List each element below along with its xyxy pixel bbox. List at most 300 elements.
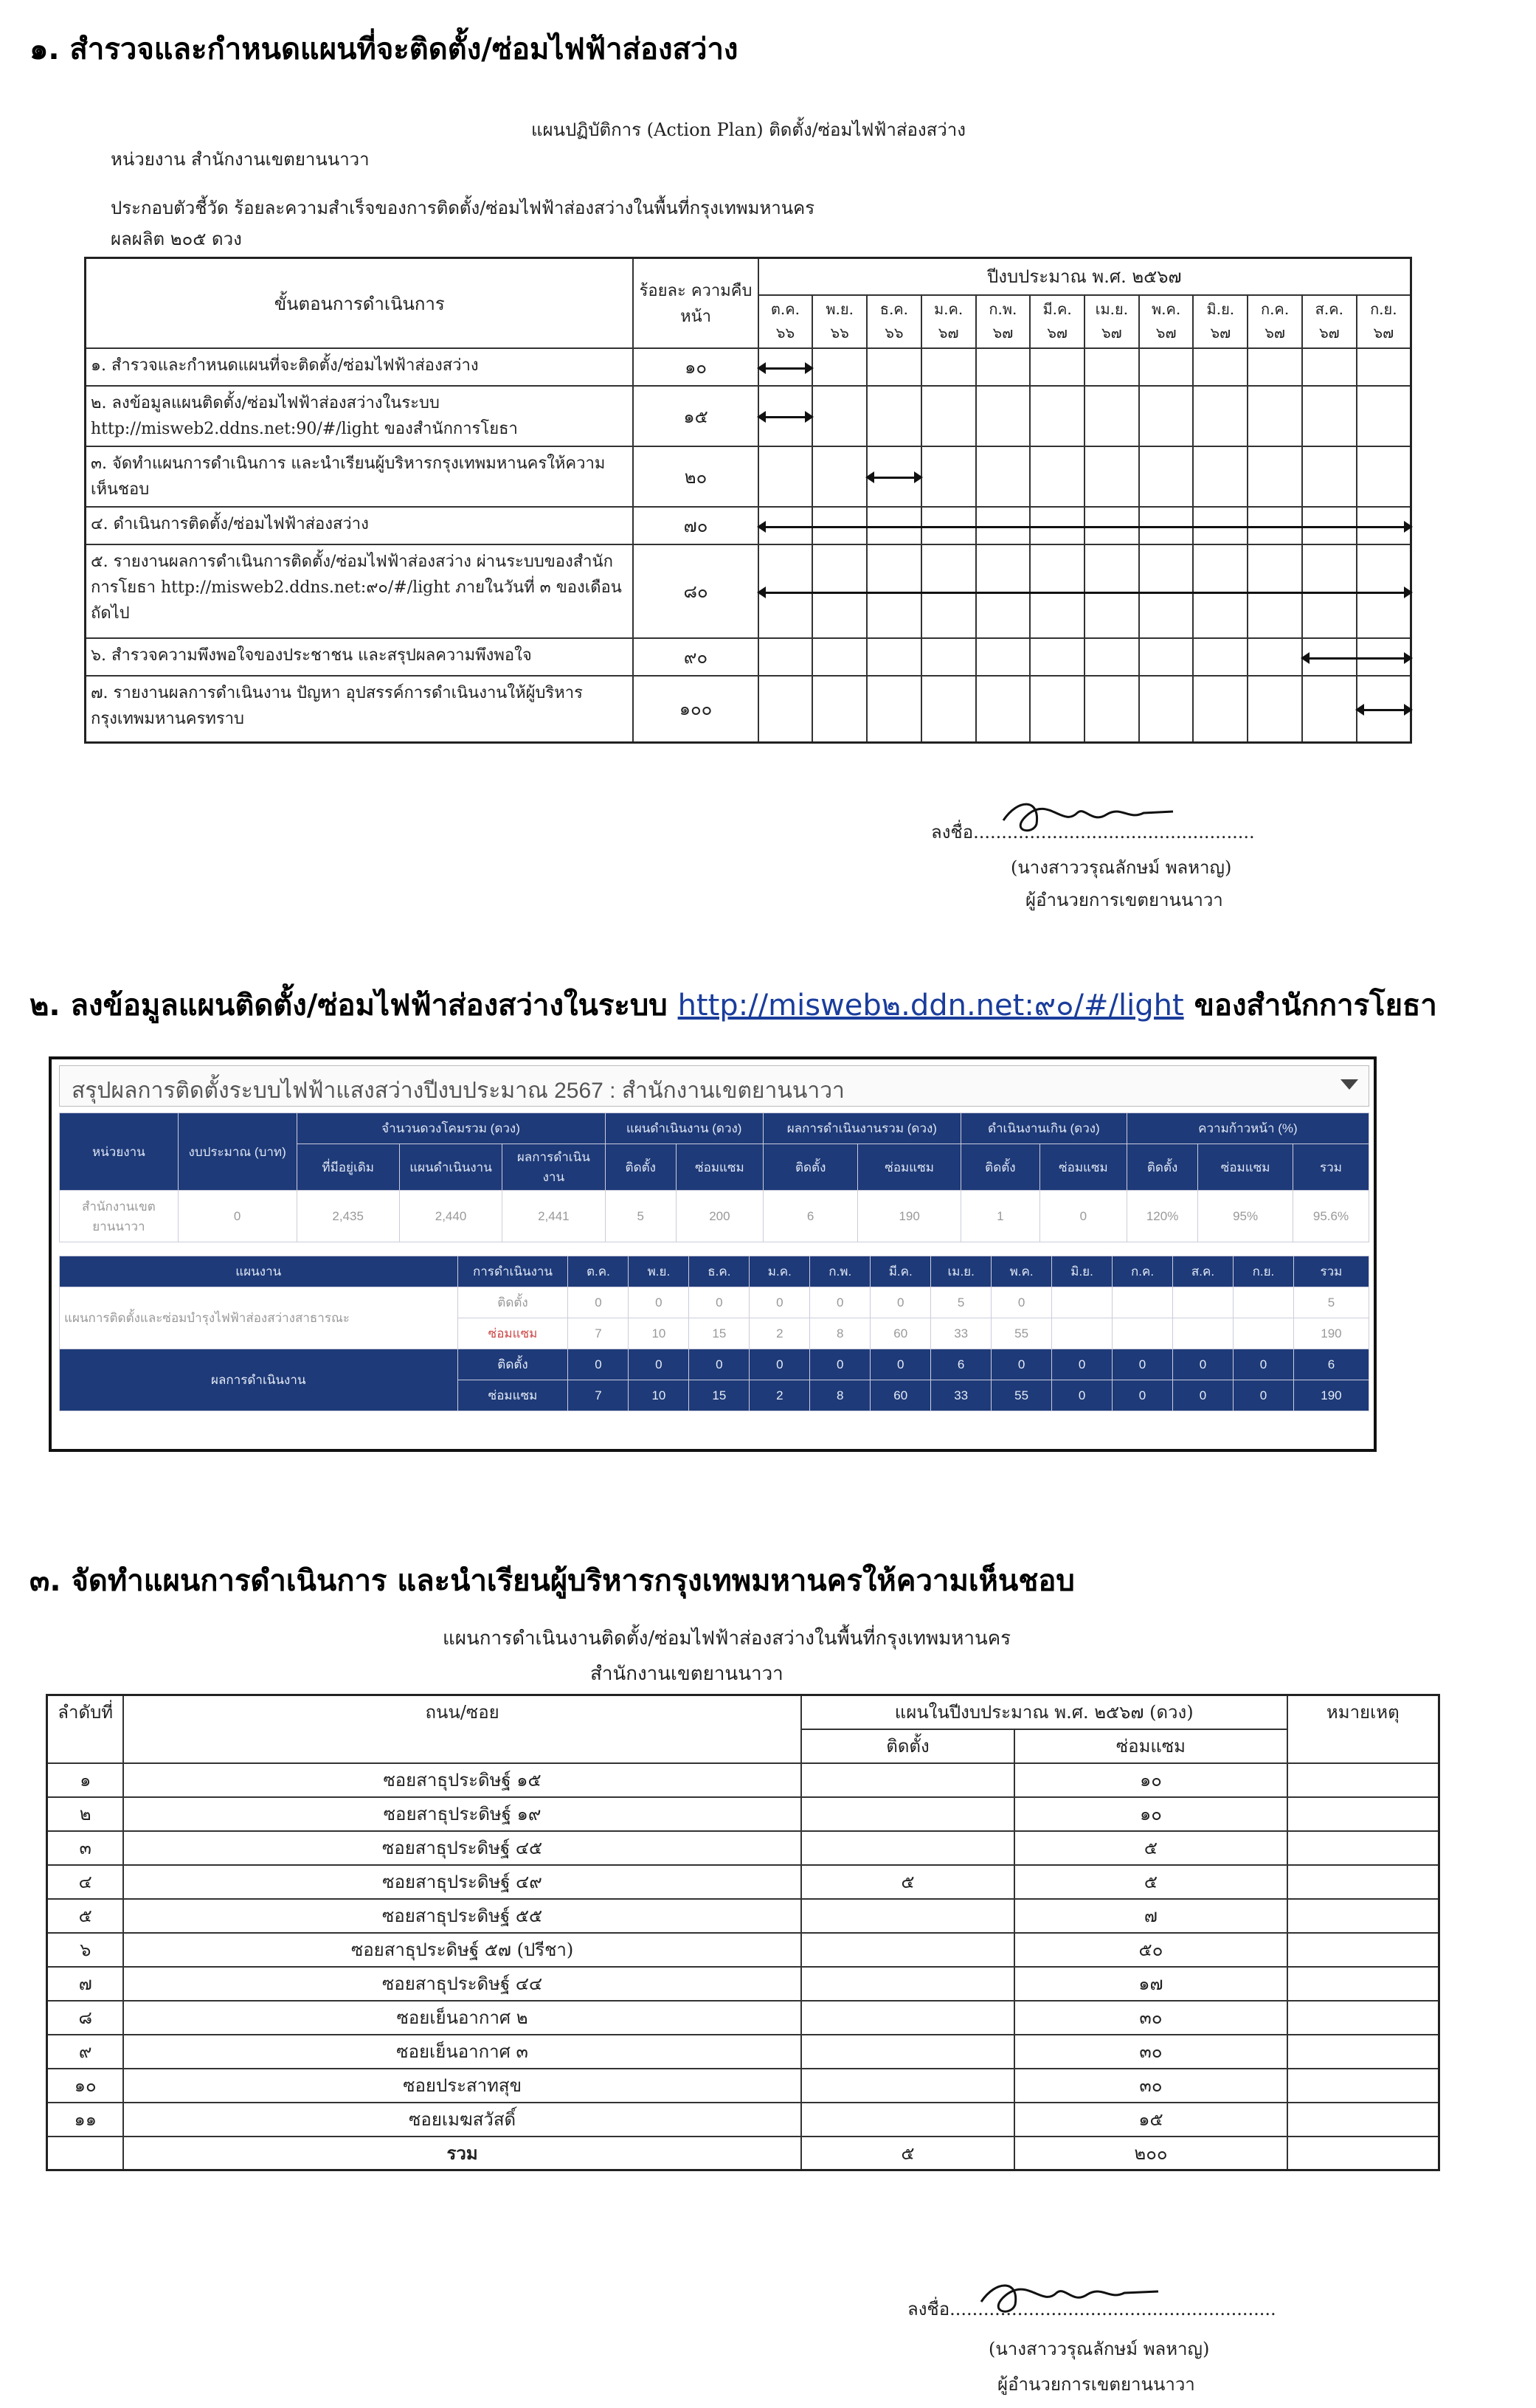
road-note — [1287, 1967, 1439, 2001]
road-name: ซอยสาธุประดิษฐ์ ๔๔ — [123, 1967, 800, 2001]
step-text: ๗. รายงานผลการดำเนินงาน ปัญหา อุปสรรค์การดำเนินงานให้ผู้บริหารกรุงเทพมหานครทราบ — [86, 676, 634, 743]
dashboard-title: สรุปผลการติดตั้งระบบไฟฟ้าแสงสว่างปีงบประมาณ 2567 : สำนักงานเขตยานนาวา — [72, 1079, 845, 1103]
timeline-arrow — [763, 526, 1407, 528]
timeline-cell — [921, 676, 976, 743]
result-cell: 190 — [1293, 1380, 1369, 1411]
plan-cell: 60 — [871, 1318, 931, 1349]
plan3-subtitle1: แผนการดำเนินงานติดตั้ง/ซ่อมไฟฟ้าส่องสว่างในพื้นที่กรุงเทพมหานคร — [443, 1627, 1011, 1650]
road-repair: ๓๐ — [1014, 2001, 1287, 2035]
timeline-cell — [1302, 386, 1357, 446]
dashboard-panel — [49, 1056, 1377, 1452]
plan-cell: 2 — [750, 1318, 810, 1349]
summary-table — [59, 1113, 1369, 1242]
timeline-cell — [1139, 386, 1194, 446]
plan-cell: ซ่อมแซม — [457, 1318, 568, 1349]
step-text: ๑. สำรวจและกำหนดแผนที่จะติดตั้ง/ซ่อมไฟฟ้าส่องสว่าง — [86, 348, 634, 385]
timeline-arrow — [763, 416, 809, 418]
result-cell: 0 — [1173, 1349, 1234, 1380]
timeline-cell — [1302, 348, 1357, 385]
month-header: พ.ค. ๖๗ — [1139, 295, 1194, 348]
section1-signer-position: ผู้อำนวยการเขตยานนาวา — [1025, 890, 1223, 910]
timeline-cell — [1084, 638, 1139, 675]
month-header: ธ.ค. ๖๖ — [867, 295, 921, 348]
summary-col-progress: ความก้าวหน้า (%) — [1127, 1113, 1369, 1144]
timeline-cell — [1248, 446, 1302, 507]
road-name: ซอยสาธุประดิษฐ์ ๔๕ — [123, 1831, 800, 1865]
plan-cell: 190 — [1293, 1318, 1369, 1349]
road-note — [1287, 1831, 1439, 1865]
month-header: ก.ค. ๖๗ — [1248, 295, 1302, 348]
timeline-cell — [976, 446, 1031, 507]
summary-subheader: รวม — [1293, 1144, 1369, 1191]
road-no: ๗ — [47, 1967, 124, 2001]
summary-cell: 200 — [676, 1191, 763, 1242]
col-pct-header: ร้อยละ ความคืบหน้า — [633, 258, 758, 349]
timeline-cell — [867, 676, 921, 743]
plan-cell: 15 — [689, 1318, 750, 1349]
col-plan-header: แผนในปีงบประมาณ พ.ศ. ๒๕๖๗ (ดวง) — [801, 1695, 1287, 1729]
summary-subheader: ติดตั้ง — [763, 1144, 858, 1191]
section3-signer-name: (นางสาววรุณลักษม์ พลหาญ) — [989, 2339, 1210, 2359]
timeline-cell — [1302, 676, 1357, 743]
road-name: ซอยสาธุประดิษฐ์ ๑๙ — [123, 1797, 800, 1831]
result-cell: 0 — [750, 1349, 810, 1380]
timeline-cell — [1030, 446, 1084, 507]
result-cell: 10 — [629, 1380, 689, 1411]
step-pct: ๘๐ — [633, 544, 758, 639]
timeline-cell — [1084, 348, 1139, 385]
result-cell: 8 — [810, 1380, 871, 1411]
timeline-cell — [1193, 386, 1248, 446]
road-no: ๕ — [47, 1899, 124, 1933]
road-install — [801, 1831, 1014, 1865]
road-install — [801, 2069, 1014, 2103]
timeline-cell — [812, 676, 867, 743]
summary-col-exceed: ดำเนินงานเกิน (ดวง) — [961, 1113, 1127, 1144]
plan-cell: 33 — [931, 1318, 992, 1349]
plan-header-cell: ต.ค. — [568, 1256, 629, 1287]
road-name: ซอยสาธุประดิษฐ์ ๕๗ (ปรีชา) — [123, 1933, 800, 1967]
plan-header-cell: เม.ย. — [931, 1256, 992, 1287]
timeline-cell — [1193, 638, 1248, 675]
col-note-header: หมายเหตุ — [1287, 1695, 1439, 1763]
plan-cell: 0 — [629, 1287, 689, 1318]
total-label: รวม — [123, 2137, 800, 2170]
result-cell: ติดตั้ง — [457, 1349, 568, 1380]
timeline-cell — [976, 386, 1031, 446]
summary-cell: 2,441 — [502, 1191, 605, 1242]
month-header: ต.ค. ๖๖ — [758, 295, 813, 348]
road-install: ๕ — [801, 1865, 1014, 1899]
plan-header-cell: ก.ย. — [1233, 1256, 1293, 1287]
plan-cell — [1113, 1318, 1173, 1349]
road-row — [47, 1899, 1439, 1933]
plan-cell: 5 — [1293, 1287, 1369, 1318]
month-header: ก.ย. ๖๗ — [1357, 295, 1411, 348]
road-no: ๙ — [47, 2035, 124, 2069]
timeline-cell — [1248, 348, 1302, 385]
result-cell: 33 — [931, 1380, 992, 1411]
month-header: เม.ย. ๖๗ — [1084, 295, 1139, 348]
action-plan-table — [84, 257, 1412, 744]
result-cell: 0 — [1233, 1380, 1293, 1411]
col-no-header: ลำดับที่ — [47, 1695, 124, 1763]
col-road-header: ถนน/ซอย — [123, 1695, 800, 1763]
road-note — [1287, 1865, 1439, 1899]
road-name: ซอยเย็นอากาศ ๒ — [123, 2001, 800, 2035]
plan-header-cell: แผนงาน — [60, 1256, 458, 1287]
plan-cell: 10 — [629, 1318, 689, 1349]
timeline-cell — [867, 638, 921, 675]
result-label: ผลการดำเนินงาน — [60, 1349, 458, 1411]
month-header: มี.ค. ๖๗ — [1030, 295, 1084, 348]
road-install — [801, 1899, 1014, 1933]
timeline-cell — [1139, 446, 1194, 507]
timeline-arrow — [763, 592, 1407, 594]
plan-cell — [1173, 1287, 1234, 1318]
summary-subheader: ซ่อมแซม — [858, 1144, 961, 1191]
road-repair: ๑๐ — [1014, 1797, 1287, 1831]
road-note — [1287, 2103, 1439, 2137]
road-no: ๒ — [47, 1797, 124, 1831]
summary-cell: 0 — [178, 1191, 297, 1242]
total-repair: ๒๐๐ — [1014, 2137, 1287, 2170]
dashboard-header[interactable] — [59, 1065, 1369, 1107]
road-repair: ๕๐ — [1014, 1933, 1287, 1967]
road-no: ๓ — [47, 1831, 124, 1865]
result-cell: 55 — [992, 1380, 1052, 1411]
road-plan-table — [46, 1694, 1440, 2171]
step-text: ๕. รายงานผลการดำเนินการติดตั้ง/ซ่อมไฟฟ้าส่องสว่าง ผ่านระบบของสำนักการโยธา http://misweb2.ddns.net:๙๐/#/light ภายในวันที่ ๓ ของเดือนถัดไป — [86, 544, 634, 639]
result-cell: 0 — [871, 1349, 931, 1380]
road-repair: ๕ — [1014, 1831, 1287, 1865]
signature-mark-2 — [974, 2271, 1173, 2322]
road-name: ซอยเมฆสวัสดิ์ — [123, 2103, 800, 2137]
road-name: ซอยสาธุประดิษฐ์ ๔๙ — [123, 1865, 800, 1899]
step-row — [86, 446, 1411, 507]
month-header: มิ.ย. ๖๗ — [1193, 295, 1248, 348]
timeline-arrow — [1307, 657, 1407, 660]
summary-col-result: ผลการดำเนินงานรวม (ดวง) — [763, 1113, 961, 1144]
result-cell: 0 — [1233, 1349, 1293, 1380]
plan-cell: 55 — [992, 1318, 1052, 1349]
timeline-cell — [1302, 446, 1357, 507]
road-install — [801, 1933, 1014, 1967]
section1-heading: ๑. สำรวจและกำหนดแผนที่จะติดตั้ง/ซ่อมไฟฟ้าส่องสว่าง — [30, 32, 738, 66]
timeline-cell — [758, 446, 813, 507]
plan-cell — [1113, 1287, 1173, 1318]
plan-header-cell: ก.พ. — [810, 1256, 871, 1287]
summary-subheader: ผลการดำเนินงาน — [502, 1144, 605, 1191]
signature-mark-1 — [996, 791, 1188, 843]
chevron-down-icon[interactable] — [1340, 1079, 1358, 1090]
result-cell: 0 — [810, 1349, 871, 1380]
step-row — [86, 348, 1411, 385]
result-cell: 0 — [992, 1349, 1052, 1380]
timeline-cell — [1357, 348, 1411, 385]
timeline-cell — [1193, 446, 1248, 507]
timeline-cell — [812, 446, 867, 507]
step-row — [86, 638, 1411, 675]
step-pct: ๑๐ — [633, 348, 758, 385]
step-row — [86, 676, 1411, 743]
timeline-cell — [812, 386, 867, 446]
summary-col-lamps: จำนวนดวงโคมรวม (ดวง) — [297, 1113, 605, 1144]
plan1-title: แผนปฏิบัติการ (Action Plan) ติดตั้ง/ซ่อมไฟฟ้าส่องสว่าง — [531, 120, 966, 140]
plan-cell — [1233, 1287, 1293, 1318]
timeline-cell — [1139, 676, 1194, 743]
road-row — [47, 2103, 1439, 2137]
result-cell: 0 — [568, 1349, 629, 1380]
plan-header-cell: ธ.ค. — [689, 1256, 750, 1287]
road-no: ๘ — [47, 2001, 124, 2035]
timeline-cell — [1030, 348, 1084, 385]
result-cell: 2 — [750, 1380, 810, 1411]
road-note — [1287, 1763, 1439, 1797]
road-row — [47, 1797, 1439, 1831]
summary-subheader: ติดตั้ง — [961, 1144, 1039, 1191]
road-name: ซอยเย็นอากาศ ๓ — [123, 2035, 800, 2069]
plan-header-cell: ก.ค. — [1113, 1256, 1173, 1287]
plan-cell: 7 — [568, 1318, 629, 1349]
plan-cell — [1173, 1318, 1234, 1349]
timeline-cell — [812, 638, 867, 675]
road-repair: ๓๐ — [1014, 2035, 1287, 2069]
section3-heading: ๓. จัดทำแผนการดำเนินการ และนำเรียนผู้บริหารกรุงเทพมหานครให้ความเห็นชอบ — [30, 1564, 1075, 1598]
road-note — [1287, 1933, 1439, 1967]
section2-heading: ๒. ลงข้อมูลแผนติดตั้ง/ซ่อมไฟฟ้าส่องสว่างในระบบ http://misweb๒.ddn.net:๙๐/#/light ของสำนักการโยธา — [30, 989, 1437, 1023]
road-row — [47, 2069, 1439, 2103]
road-row — [47, 2035, 1439, 2069]
summary-cell: 95.6% — [1293, 1191, 1369, 1242]
plan-header-cell: มี.ค. — [871, 1256, 931, 1287]
result-cell: 0 — [1173, 1380, 1234, 1411]
road-repair: ๑๗ — [1014, 1967, 1287, 2001]
timeline-cell — [1030, 676, 1084, 743]
road-note — [1287, 1797, 1439, 1831]
summary-subheader: ติดตั้ง — [1127, 1144, 1197, 1191]
road-repair: ๓๐ — [1014, 2069, 1287, 2103]
result-cell: 7 — [568, 1380, 629, 1411]
timeline-cell — [1193, 676, 1248, 743]
step-pct: ๗๐ — [633, 507, 758, 544]
timeline-cell — [976, 348, 1031, 385]
road-install — [801, 1797, 1014, 1831]
plan-cell — [1052, 1287, 1113, 1318]
step-pct: ๑๐๐ — [633, 676, 758, 743]
summary-cell: 2,435 — [297, 1191, 399, 1242]
section1-signer-name: (นางสาววรุณลักษม์ พลหาญ) — [1011, 857, 1232, 878]
plan-cell: 0 — [750, 1287, 810, 1318]
road-repair: ๕ — [1014, 1865, 1287, 1899]
plan-cell: 0 — [992, 1287, 1052, 1318]
result-cell: 0 — [629, 1349, 689, 1380]
timeline-cell — [1357, 386, 1411, 446]
plan3-subtitle2: สำนักงานเขตยานนาวา — [590, 1663, 783, 1685]
plan-cell — [1052, 1318, 1113, 1349]
plan1-output: ผลผลิต ๒๐๕ ดวง — [111, 229, 242, 249]
summary-subheader: ติดตั้ง — [605, 1144, 676, 1191]
summary-subheader: ซ่อมแซม — [1039, 1144, 1127, 1191]
road-row — [47, 1933, 1439, 1967]
result-cell: 0 — [1113, 1349, 1173, 1380]
col-steps-header: ขั้นตอนการดำเนินการ — [86, 258, 634, 349]
timeline-arrow — [871, 477, 917, 479]
result-cell: 0 — [1052, 1380, 1113, 1411]
plan-row — [60, 1287, 1369, 1318]
road-no: ๑๑ — [47, 2103, 124, 2137]
road-row — [47, 1763, 1439, 1797]
summary-subheader: ซ่อมแซม — [676, 1144, 763, 1191]
summary-cell: 0 — [1039, 1191, 1127, 1242]
plan-cell: ติดตั้ง — [457, 1287, 568, 1318]
summary-col-budget: งบประมาณ (บาท) — [178, 1113, 297, 1191]
summary-col-plan: แผนดำเนินงาน (ดวง) — [605, 1113, 763, 1144]
summary-cell: 120% — [1127, 1191, 1197, 1242]
result-row — [60, 1349, 1369, 1380]
timeline-cell — [1193, 348, 1248, 385]
road-repair: ๑๕ — [1014, 2103, 1287, 2137]
section1-sign-label: ลงชื่อ.................................................. — [931, 822, 1255, 843]
result-cell: 15 — [689, 1380, 750, 1411]
summary-subheader: ซ่อมแซม — [1198, 1144, 1293, 1191]
timeline-cell — [867, 386, 921, 446]
summary-cell: 1 — [961, 1191, 1039, 1242]
road-note — [1287, 2035, 1439, 2069]
summary-col-unit: หน่วยงาน — [60, 1113, 179, 1191]
timeline-cell — [1248, 676, 1302, 743]
road-install — [801, 2001, 1014, 2035]
month-header: ก.พ. ๖๗ — [976, 295, 1031, 348]
col-repair-header: ซ่อมแซม — [1014, 1729, 1287, 1763]
timeline-cell — [812, 348, 867, 385]
road-name: ซอยสาธุประดิษฐ์ ๕๕ — [123, 1899, 800, 1933]
timeline-cell — [1084, 446, 1139, 507]
road-note — [1287, 1899, 1439, 1933]
timeline-cell — [1357, 446, 1411, 507]
step-text: ๖. สำรวจความพึงพอใจของประชาชน และสรุปผลความพึงพอใจ — [86, 638, 634, 675]
road-repair: ๗ — [1014, 1899, 1287, 1933]
road-repair: ๑๐ — [1014, 1763, 1287, 1797]
step-text: ๓. จัดทำแผนการดำเนินการ และนำเรียนผู้บริหารกรุงเทพมหานครให้ความเห็นชอบ — [86, 446, 634, 507]
plan-header-cell: ม.ค. — [750, 1256, 810, 1287]
road-install — [801, 2103, 1014, 2137]
road-row — [47, 1831, 1439, 1865]
step-text: ๔. ดำเนินการติดตั้ง/ซ่อมไฟฟ้าส่องสว่าง — [86, 507, 634, 544]
plan-cell: 0 — [568, 1287, 629, 1318]
summary-subheader: ที่มีอยู่เดิม — [297, 1144, 399, 1191]
step-pct: ๒๐ — [633, 446, 758, 507]
plan-month-table — [59, 1256, 1369, 1411]
timeline-cell — [1139, 638, 1194, 675]
month-header: พ.ย. ๖๖ — [812, 295, 867, 348]
timeline-cell — [1139, 348, 1194, 385]
col-budget-header: ปีงบประมาณ พ.ศ. ๒๕๖๗ — [758, 258, 1411, 296]
plan-cell: 8 — [810, 1318, 871, 1349]
timeline-cell — [1084, 386, 1139, 446]
road-no: ๔ — [47, 1865, 124, 1899]
timeline-cell — [921, 386, 976, 446]
summary-cell: 6 — [763, 1191, 858, 1242]
road-install — [801, 1763, 1014, 1797]
timeline-cell — [1248, 638, 1302, 675]
timeline-cell — [1248, 386, 1302, 446]
summary-cell: 95% — [1198, 1191, 1293, 1242]
plan-header-cell: พ.ค. — [992, 1256, 1052, 1287]
plan-header-cell: พ.ย. — [629, 1256, 689, 1287]
misweb-link[interactable]: http://misweb๒.ddn.net:๙๐/#/light — [677, 989, 1184, 1023]
step-row — [86, 386, 1411, 446]
result-cell: 0 — [1052, 1349, 1113, 1380]
plan-header-cell: การดำเนินงาน — [457, 1256, 568, 1287]
plan-header-cell: รวม — [1293, 1256, 1369, 1287]
plan-cell: 5 — [931, 1287, 992, 1318]
timeline-cell — [1084, 676, 1139, 743]
road-row — [47, 1967, 1439, 2001]
road-row — [47, 1865, 1439, 1899]
plan-cell: 0 — [871, 1287, 931, 1318]
result-cell: 0 — [689, 1349, 750, 1380]
road-name: ซอยประสาทสุข — [123, 2069, 800, 2103]
col-install-header: ติดตั้ง — [801, 1729, 1014, 1763]
plan1-indicator: ประกอบตัวชี้วัด ร้อยละความสำเร็จของการติดตั้ง/ซ่อมไฟฟ้าส่องสว่างในพื้นที่กรุงเทพมหานคร — [111, 198, 815, 218]
road-note — [1287, 2001, 1439, 2035]
timeline-cell — [976, 638, 1031, 675]
result-cell: ซ่อมแซม — [457, 1380, 568, 1411]
plan1-unit: หน่วยงาน สำนักงานเขตยานนาวา — [111, 149, 370, 170]
timeline-cell — [1030, 638, 1084, 675]
road-name: ซอยสาธุประดิษฐ์ ๑๕ — [123, 1763, 800, 1797]
plan-header-cell: มิ.ย. — [1052, 1256, 1113, 1287]
result-cell: 60 — [871, 1380, 931, 1411]
month-header: ส.ค. ๖๗ — [1302, 295, 1357, 348]
road-no: ๖ — [47, 1933, 124, 1967]
timeline-cell — [921, 638, 976, 675]
timeline-arrow — [763, 367, 809, 370]
step-pct: ๙๐ — [633, 638, 758, 675]
result-cell: 6 — [1293, 1349, 1369, 1380]
month-header: ม.ค. ๖๗ — [921, 295, 976, 348]
timeline-cell — [758, 638, 813, 675]
plan-cell: 0 — [810, 1287, 871, 1318]
timeline-arrow — [1361, 709, 1407, 711]
result-cell: 6 — [931, 1349, 992, 1380]
summary-cell: สำนักงานเขตยานนาวา — [60, 1191, 179, 1242]
step-pct: ๑๕ — [633, 386, 758, 446]
section3-signer-position: ผู้อำนวยการเขตยานนาวา — [997, 2374, 1195, 2395]
summary-cell: 5 — [605, 1191, 676, 1242]
timeline-cell — [921, 446, 976, 507]
road-row — [47, 2001, 1439, 2035]
summary-cell: 2,440 — [399, 1191, 502, 1242]
plan-name: แผนการติดตั้งและซ่อมบำรุงไฟฟ้าส่องสว่างสาธารณะ — [60, 1287, 458, 1349]
result-cell: 0 — [1113, 1380, 1173, 1411]
road-no: ๑๐ — [47, 2069, 124, 2103]
step-text: ๒. ลงข้อมูลแผนติดตั้ง/ซ่อมไฟฟ้าส่องสว่างในระบบ http://misweb2.ddns.net:90/#/light ของสำนักการโยธา — [86, 386, 634, 446]
plan-cell: 0 — [689, 1287, 750, 1318]
section3-sign-label: ลงชื่อ.......................................................... — [907, 2299, 1276, 2319]
timeline-cell — [867, 348, 921, 385]
summary-cell: 190 — [858, 1191, 961, 1242]
timeline-cell — [921, 348, 976, 385]
plan-cell — [1233, 1318, 1293, 1349]
road-install — [801, 2035, 1014, 2069]
road-install — [801, 1967, 1014, 2001]
road-no: ๑ — [47, 1763, 124, 1797]
timeline-cell — [1030, 386, 1084, 446]
timeline-cell — [758, 676, 813, 743]
timeline-cell — [976, 676, 1031, 743]
